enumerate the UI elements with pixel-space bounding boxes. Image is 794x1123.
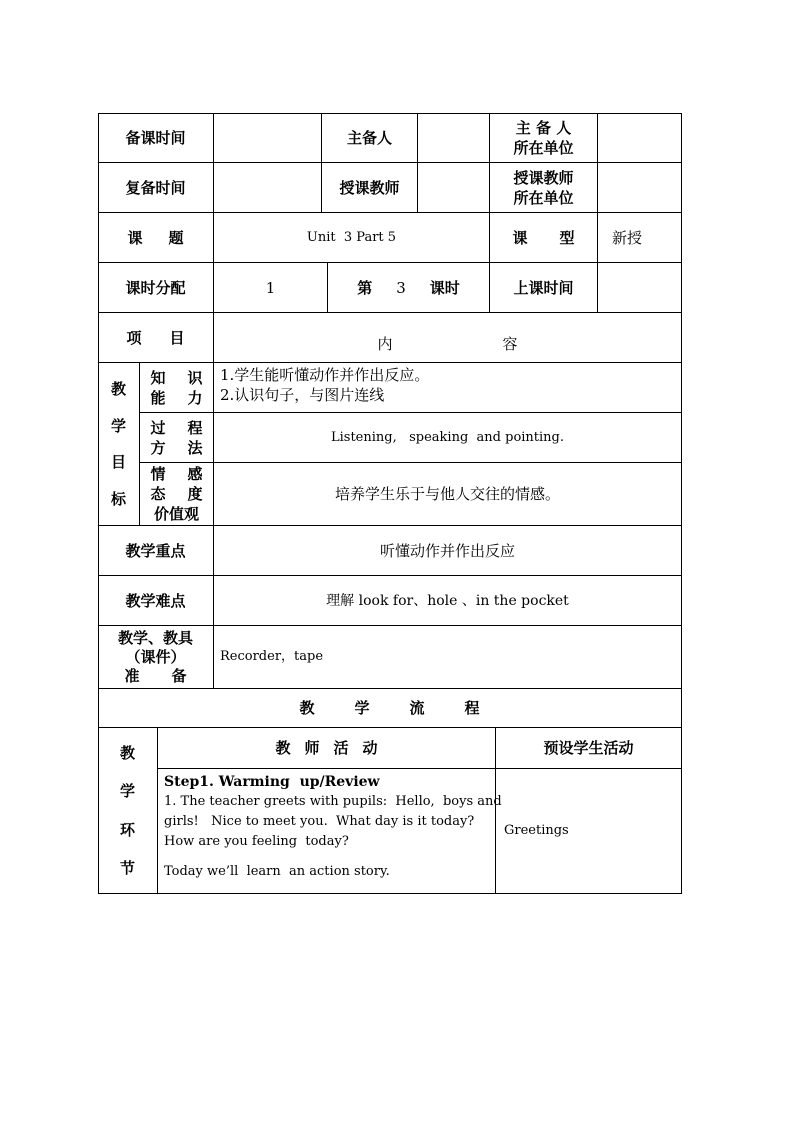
process-label: 过 程 方 法 [140, 413, 214, 463]
teacher-unit-value[interactable] [598, 163, 682, 213]
main-unit-label: 主 备 人 所在单位 [490, 113, 598, 163]
tools-label: 教学、教具 （课件） 准 备 [98, 626, 214, 689]
type-label: 课 型 [490, 213, 598, 263]
prep-time-value[interactable] [214, 113, 322, 163]
key-points-label: 教学重点 [98, 526, 214, 576]
tools-value: Recorder，tape [214, 626, 682, 689]
review-time-value[interactable] [214, 163, 322, 213]
main-unit-value[interactable] [598, 113, 682, 163]
student-activity-header: 预设学生活动 [496, 728, 682, 769]
content-header: 内 容 [214, 313, 682, 363]
emotion-label: 情 感 态 度 价值观 [140, 463, 214, 526]
period-label: 课时分配 [98, 263, 214, 313]
flow-title: 教 学 流 程 [98, 689, 682, 728]
prep-time-label: 备课时间 [98, 113, 214, 163]
topic-label: 课 题 [98, 213, 214, 263]
teacher-activity-header: 教 师 活 动 [158, 728, 496, 769]
flow-side-label: 教 学 环 节 [98, 728, 158, 894]
difficulties-value: 理解 look for、hole 、in the pocket [214, 576, 682, 626]
topic-value: Unit 3 Part 5 [214, 213, 490, 263]
step1-content: Step1. Warming up/Review 1. The teacher greets with pupils: Hello, boys and girls! Nice to meet you. What day is it today? How are you feeling today? Today we’ll learn an action story. [158, 769, 496, 894]
student-activity-value: Greetings [496, 769, 682, 894]
class-time-label: 上课时间 [490, 263, 598, 313]
goals-side-label: 教 学 目 标 [98, 363, 140, 526]
difficulties-label: 教学难点 [98, 576, 214, 626]
knowledge-label: 知 识 能 力 [140, 363, 214, 413]
class-time-value[interactable] [598, 263, 682, 313]
process-value: Listening, speaking and pointing. [214, 413, 682, 463]
teacher-unit-label: 授课教师 所在单位 [490, 163, 598, 213]
which-period: 第 3 课时 [328, 263, 490, 313]
main-preparer-label: 主备人 [322, 113, 418, 163]
teacher-value[interactable] [418, 163, 490, 213]
type-value: 新授 [598, 213, 682, 263]
emotion-value: 培养学生乐于与他人交往的情感。 [214, 463, 682, 526]
main-preparer-value[interactable] [418, 113, 490, 163]
review-time-label: 复备时间 [98, 163, 214, 213]
key-points-value: 听懂动作并作出反应 [214, 526, 682, 576]
knowledge-value: 1.学生能听懂动作并作出反应。 2.认识句子，与图片连线 [214, 363, 682, 413]
teacher-label: 授课教师 [322, 163, 418, 213]
period-value: 1 [214, 263, 328, 313]
items-label: 项 目 [98, 313, 214, 363]
